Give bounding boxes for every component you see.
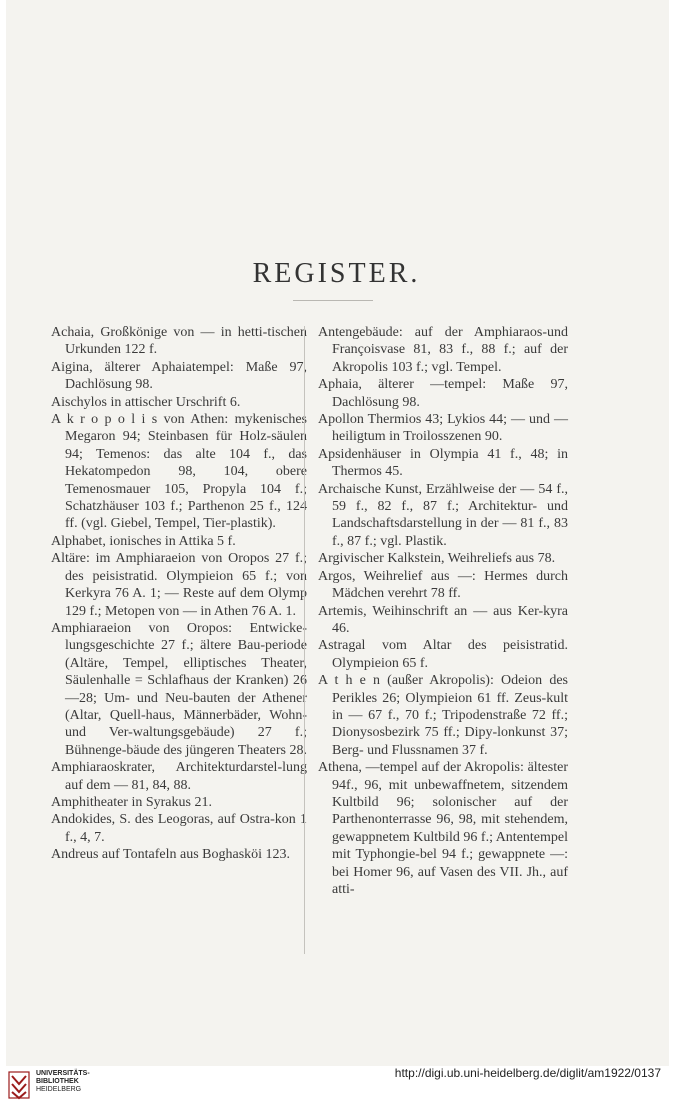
index-entry: Artemis, Weihinschrift an — aus Ker-kyra 46. bbox=[318, 603, 568, 636]
index-entry: Andokides, S. des Leogoras, auf Ostra-kon 1 f., 4, 7. bbox=[51, 812, 307, 845]
index-entry: Amphiaraeion von Oropos: Entwicke-lungsgeschichte 27 f.; ältere Bau-periode (Altäre, Tempel, elliptisches Theater, Säulenhalle = Schlafhaus der Kranken) 26—28; Um- und Neu-bauten der Athener (Altar, Quell-haus, Männerbäder, Wohn- und Ver-waltungsgebäude) 27 f.; Bühnenge-bäude des jüngeren Theaters 28. bbox=[51, 620, 307, 758]
index-entry: Apsidenhäuser in Olympia 41 f., 48; in Thermos 45. bbox=[318, 446, 568, 480]
index-entry: A t h e n (außer Akropolis): Odeion des Perikles 26; Olympieion 61 ff. Zeus-kult in — 67 f., 70 f.; Tripodenstraße 72 ff.; Dionysosbezirk 75 ff.; Dipy-lonkunst 37; Berg- und Flussnamen 37 f. bbox=[318, 673, 568, 758]
column-divider bbox=[304, 326, 305, 954]
index-entry: Amphiaraoskrater, Architekturdarstel-lung auf dem — 81, 84, 88. bbox=[51, 760, 307, 793]
index-column-left bbox=[51, 324, 307, 864]
index-entry: Apollon Thermios 43; Lykios 44; — und —heiligtum in Troilosszenen 90. bbox=[318, 412, 568, 445]
library-name-line: UNIVERSITÄTS- bbox=[36, 1070, 90, 1077]
title-rule bbox=[293, 300, 373, 301]
index-entry: Andreus auf Tontafeln aus Boghasköi 123. bbox=[51, 847, 291, 863]
index-entry: Athena, —tempel auf der Akropolis: ältester 94f., 96, mit unbewaffnetem, sitzendem Kultbild 96; solonischer auf der Parthenonterrasse 96, 98, mit stehendem, gewappnetem Kultbild 96 f.; Antentempel mit Typhongie-bel 94 f.; gewappnete —: bei Homer 96, auf Vasen des VII. Jh., auf atti- bbox=[318, 760, 569, 897]
index-entry: Aischylos in attischer Urschrift 6. bbox=[51, 394, 241, 410]
index-entry: Amphitheater in Syrakus 21. bbox=[51, 794, 212, 810]
index-entry: Argivischer Kalkstein, Weihreliefs aus 78. bbox=[318, 551, 556, 567]
index-entry: Altäre: im Amphiaraeion von Oropos 27 f.; des peisistratid. Olympieion 65 f.; von Kerkyra 76 A. 1; — Reste auf dem Olymp 129 f.; Metopen von — in Athen 76 A. 1. bbox=[51, 551, 307, 619]
library-name-line: BIBLIOTHEK bbox=[36, 1078, 79, 1085]
index-entry: A k r o p o l i s von Athen: mykenisches Megaron 94; Steinbasen für Holz-säulen 94; Temenos: das alte 104 f., das Hekatompedon 98, 104, obere Temenosmauer 105, Propyla 104 f.; Schatzhäuser 103 f.; Parthenon 25 f., 124 ff. (vgl. Giebel, Tempel, Tier-plastik). bbox=[51, 412, 307, 532]
index-entry: Antengebäude: auf der Amphiaraos-und Françoisvase 81, 83 f., 88 f.; auf der Akropolis 103 f.; vgl. Tempel. bbox=[318, 325, 568, 375]
library-name-line: HEIDELBERG bbox=[36, 1086, 82, 1093]
index-entry: Aphaia, älterer —tempel: Maße 97, Dachlösung 98. bbox=[318, 377, 568, 410]
page-title: REGISTER. bbox=[252, 258, 421, 289]
index-entry: Achaia, Großkönige von — in hetti-tischen Urkunden 122 f. bbox=[51, 325, 307, 358]
library-name bbox=[36, 1070, 90, 1094]
index-entry: Aigina, älterer Aphaiatempel: Maße 97, Dachlösung 98. bbox=[51, 359, 307, 393]
index-entry: Archaische Kunst, Erzählweise der — 54 f., 59 f., 82 f., 87 f.; Architektur- und Landschaftsdarstellung in der — 81 f., 83 f., 87 f.; vgl. Plastik. bbox=[318, 481, 568, 549]
index-column-right bbox=[318, 324, 568, 898]
index-entry: Astragal vom Altar des peisistratid. Olympieion 65 f. bbox=[318, 638, 568, 671]
library-logo-icon bbox=[8, 1070, 30, 1100]
index-entry: Alphabet, ionisches in Attika 5 f. bbox=[51, 533, 236, 549]
index-entry: Argos, Weihrelief aus —: Hermes durch Mädchen verehrt 78 ff. bbox=[318, 568, 568, 602]
source-url-link[interactable]: http://digi.ub.uni-heidelberg.de/diglit/am1922/0137 bbox=[394, 1066, 661, 1080]
